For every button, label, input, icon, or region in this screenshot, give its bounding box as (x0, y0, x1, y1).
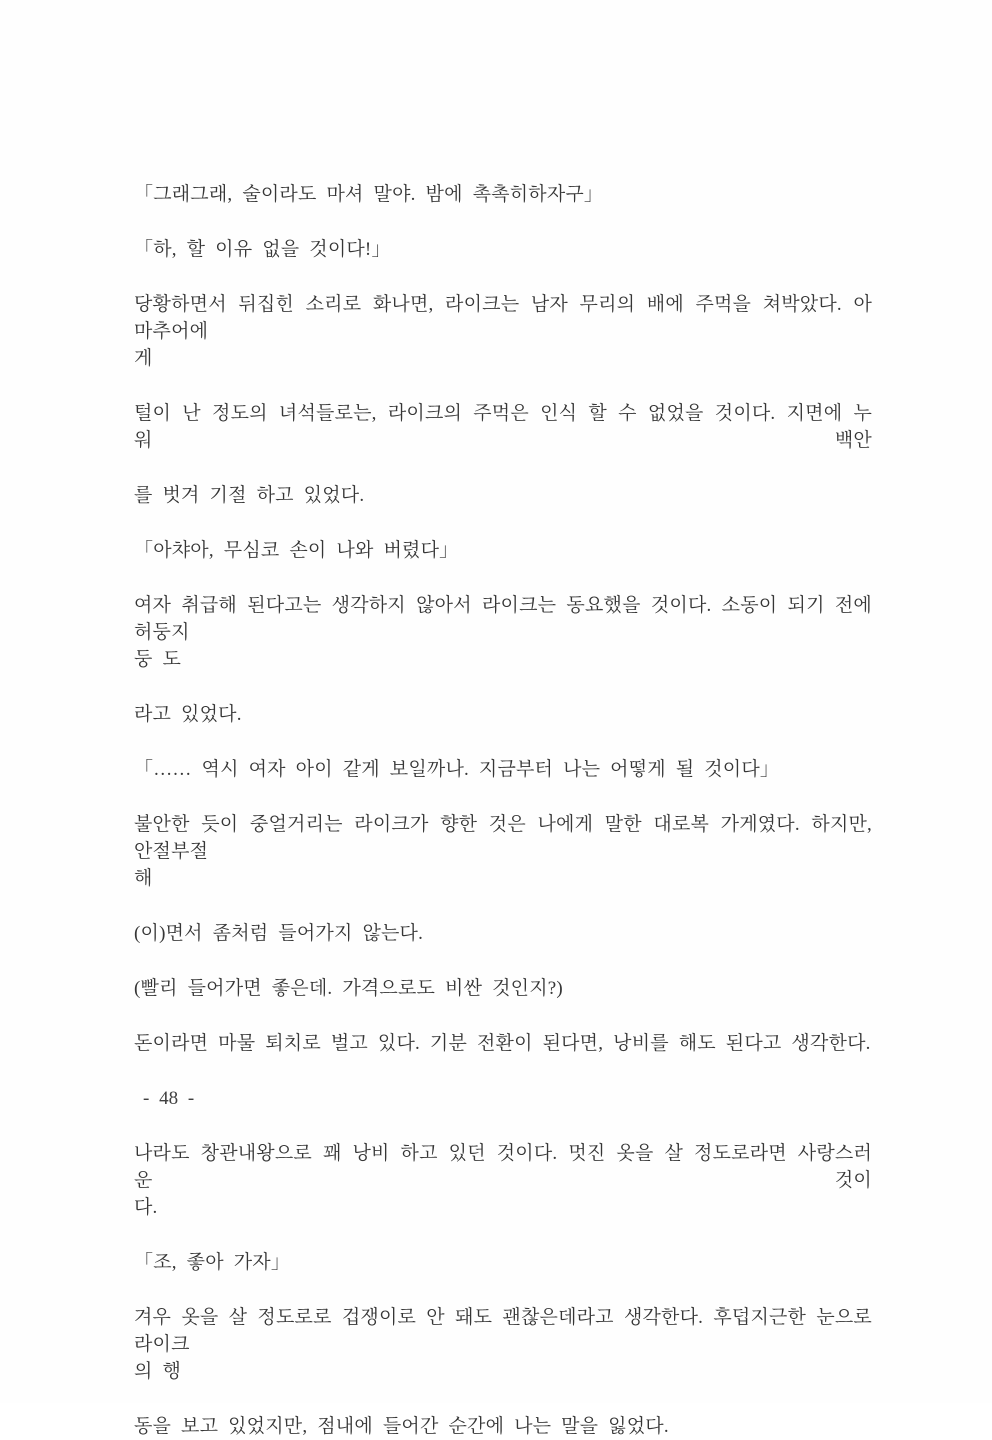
paragraph (134, 1249, 872, 1276)
paragraph (134, 1413, 872, 1440)
text-line: 불안한 듯이 중얼거리는 라이크가 향한 것은 나에게 말한 대로복 가게였다. 하지만, 안절부절 (134, 814, 872, 862)
paragraph (134, 181, 872, 208)
paragraph (134, 1140, 872, 1221)
text-line: (이)면서 좀처럼 들어가지 않는다. (134, 923, 424, 944)
text-line: 돈이라면 마물 퇴치로 벌고 있다. 기분 전환이 된다면, 낭비를 해도 된다고 생각한다. (134, 1033, 871, 1054)
text-line: 여자 취급해 된다고는 생각하지 않아서 라이크는 동요했을 것이다. 소동이 되기 전에 허둥지 (134, 595, 872, 643)
text-line: 나라도 창관내왕으로 꽤 낭비 하고 있던 것이다. 멋진 옷을 살 정도로라면 사랑스러운 것이 (134, 1143, 872, 1191)
paragraph (134, 1030, 872, 1057)
text-line: 둥 도 (134, 649, 182, 670)
text-line: 「…… 역시 여자 아이 같게 보일까나. 지금부터 나는 어떻게 될 것이다」 (134, 759, 780, 780)
text-line: 다. (134, 1197, 158, 1218)
text-line: 라고 있었다. (134, 704, 242, 725)
paragraph (134, 975, 872, 1002)
paragraph (134, 537, 872, 564)
text-line: 털이 난 정도의 녀석들로는, 라이크의 주먹은 인식 할 수 없었을 것이다. 지면에 누워 백안 (134, 403, 872, 451)
text-line: 「그래그래, 술이라도 마셔 말야. 밤에 촉촉히하자구」 (134, 184, 604, 205)
text-line: 를 벗겨 기절 하고 있었다. (134, 485, 365, 506)
page-number-label: - 48 - (143, 1088, 195, 1109)
text-line: 게 (134, 348, 153, 369)
paragraph (134, 482, 872, 509)
paragraph (134, 756, 872, 783)
paragraph (134, 291, 872, 372)
paragraph (134, 1304, 872, 1385)
text-line: (빨리 들어가면 좋은데. 가격으로도 비싼 것인지?) (134, 978, 563, 999)
text-line: 동을 보고 있었지만, 점내에 들어간 순간에 나는 말을 잃었다. (134, 1416, 669, 1437)
paragraph (134, 920, 872, 947)
text-line: 「하, 할 이유 없을 것이다!」 (134, 239, 391, 260)
text-line: 「조, 좋아 가자」 (134, 1252, 291, 1273)
text-line: 해 (134, 868, 153, 889)
text-line: 「아챠아, 무심코 손이 나와 버렸다」 (134, 540, 459, 561)
paragraph (134, 400, 872, 454)
paragraph (134, 236, 872, 263)
text-line: 당황하면서 뒤집힌 소리로 화나면, 라이크는 남자 무리의 배에 주먹을 쳐박았다. 아마추어에 (134, 294, 872, 342)
paragraph (134, 811, 872, 892)
paragraph (134, 592, 872, 673)
text-line: 의 행 (134, 1361, 182, 1382)
page-number (134, 1085, 872, 1112)
paragraph (134, 701, 872, 728)
text-line: 겨우 옷을 살 정도로로 겁쟁이로 안 돼도 괜찮은데라고 생각한다. 후덥지근한 눈으로 라이크 (134, 1307, 872, 1355)
